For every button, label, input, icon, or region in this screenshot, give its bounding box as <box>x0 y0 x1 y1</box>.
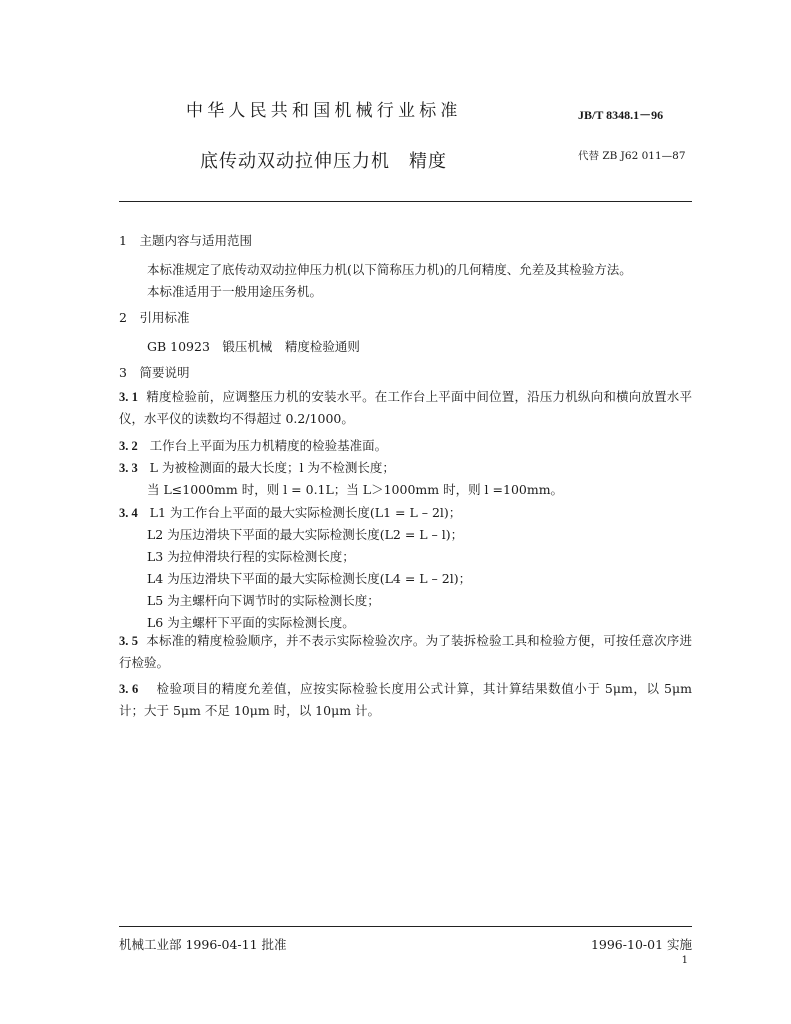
approval-info: 机械工业部 1996-04-11 批准 <box>119 937 287 952</box>
clause-text: 精度检验前，应调整压力机的安装水平。在工作台上平面中间位置，沿压力机纵向和横向放置水平仪，水平仪的读数均不得超过 0.2/1000。 <box>119 389 692 426</box>
definition-l5: L5 为主螺杆向下调节时的实际检测长度； <box>147 593 380 608</box>
section-1-paragraph-1: 本标准规定了底传动双动拉伸压力机(以下简称压力机)的几何精度、允差及其检验方法。 <box>147 262 632 277</box>
section-1-heading: 1 主题内容与适用范围 <box>119 233 252 248</box>
clause-number: 3. 3 <box>119 461 138 475</box>
definition-l6: L6 为主螺杆下平面的实际检测长度。 <box>147 615 355 630</box>
clause-number: 3. 1 <box>119 390 138 404</box>
standard-number: JB/T 8348.1－96 <box>578 108 664 122</box>
clause-3-2 <box>119 436 387 454</box>
clause-text: L 为被检测面的最大长度；l 为不检测长度； <box>149 460 395 475</box>
clause-number: 3. 6 <box>119 682 139 696</box>
page-number: 1 <box>681 955 688 966</box>
document-title: 底传动双动拉伸压力机 精度 <box>200 151 447 172</box>
section-3-heading: 3 简要说明 <box>119 365 190 380</box>
clause-3-3-line-2: 当 L≤1000mm 时，则 l = 0.1L；当 L＞1000mm 时，则 l =100mm。 <box>147 482 564 497</box>
clause-text: 检验项目的精度允差值，应按实际检验长度用公式计算，其计算结果数值小于 5μm，以 5μm 计；大于 5μm 不足 10μm 时，以 10μm 计。 <box>119 681 692 718</box>
footer-divider <box>119 926 692 927</box>
issuing-organization: 中华人民共和国机械行业标准 <box>186 101 462 121</box>
replaces-standard: 代替 ZB J62 011—87 <box>578 150 686 162</box>
definition-l4: L4 为压边滑块下平面的最大实际检测长度(L4 = L – 2l)； <box>147 571 472 586</box>
normative-reference: GB 10923 锻压机械 精度检验通则 <box>147 339 360 354</box>
implementation-date: 1996-10-01 实施 <box>590 937 692 952</box>
clause-3-3 <box>119 458 395 476</box>
clause-number: 3. 5 <box>119 634 138 648</box>
clause-3-1 <box>119 386 692 430</box>
header-divider <box>119 201 692 202</box>
definition-l1: L1 为工作台上平面的最大实际检测长度(L1 = L – 2l)； <box>149 505 462 520</box>
clause-3-5 <box>119 630 692 674</box>
section-1-paragraph-2: 本标准适用于一般用途压务机。 <box>147 284 323 299</box>
clause-number: 3. 4 <box>119 506 138 520</box>
definition-l2: L2 为压边滑块下平面的最大实际检测长度(L2 = L – l)； <box>147 527 464 542</box>
clause-text: 本标准的精度检验顺序，并不表示实际检验次序。为了装拆检验工具和检验方便，可按任意次序进行检验。 <box>119 633 692 670</box>
section-2-heading: 2 引用标准 <box>119 310 190 325</box>
clause-text: 工作台上平面为压力机精度的检验基准面。 <box>149 438 388 453</box>
definition-l3: L3 为拉伸滑块行程的实际检测长度； <box>147 549 355 564</box>
clause-3-4 <box>119 503 461 521</box>
clause-3-6 <box>119 678 692 722</box>
clause-number: 3. 2 <box>119 439 138 453</box>
